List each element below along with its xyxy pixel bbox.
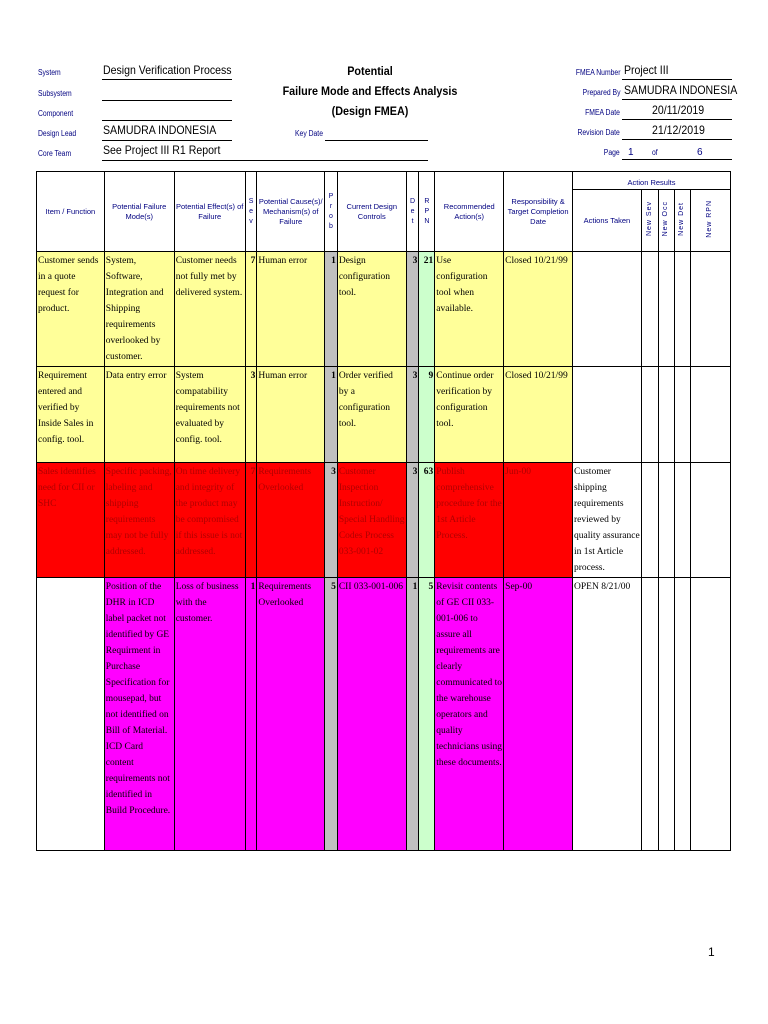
col-sev: S e v <box>245 172 257 252</box>
design-lead-label: Design Lead <box>38 129 77 138</box>
cell-actions-taken <box>573 252 642 367</box>
col-actions-taken: Actions Taken <box>573 190 642 252</box>
cell-failure-mode: Position of the DHR in ICD label packet not identified by GE Requirment in Purchase Specification for mousepad, but not identified on Bill of Material. ICD Card content requirements not identified in Build Procedure. <box>104 578 174 851</box>
cell-responsibility: Sep-00 <box>504 578 573 851</box>
col-action: Recommended Action(s) <box>435 172 504 252</box>
cell-rpn: 9 <box>419 367 435 463</box>
cell-cause: Human error <box>257 367 325 463</box>
cell-actions-taken <box>573 367 642 463</box>
col-new-det: New Det <box>674 190 690 252</box>
cell-det: 3 <box>406 463 419 578</box>
cell-prob: 5 <box>325 578 338 851</box>
cell-item: Requirement entered and verified by Inside Sales in config. tool. <box>37 367 105 463</box>
cell-sev: 1 <box>245 578 257 851</box>
prepared-by-value: SAMUDRA INDONESIA <box>624 83 738 97</box>
title-line1: Potential <box>347 64 393 78</box>
title-line3: (Design FMEA) <box>331 104 409 118</box>
cell-prob: 1 <box>325 367 338 463</box>
prepared-by-label: Prepared By <box>582 88 620 97</box>
cell-cause: Requirements Overlooked <box>257 578 325 851</box>
page-label: Page <box>604 148 620 157</box>
cell-action: Use configuration tool when available. <box>435 252 504 367</box>
col-new-occ: New Occ <box>658 190 674 252</box>
table-row <box>37 252 731 367</box>
title-line2: Failure Mode and Effects Analysis <box>282 84 458 98</box>
subsystem-label: Subsystem <box>38 89 72 98</box>
cell-responsibility: Closed 10/21/99 <box>504 252 573 367</box>
system-label: System <box>38 68 61 77</box>
of-label: of <box>652 148 658 157</box>
design-lead-value: SAMUDRA INDONESIA <box>103 123 217 137</box>
page-value: 1 <box>628 147 634 158</box>
fmea-number-label: FMEA Number <box>575 68 620 77</box>
cell-effects: System compatability requirements not evaluated by config. tool. <box>174 367 245 463</box>
table-row <box>37 578 731 851</box>
cell-det: 3 <box>406 252 419 367</box>
col-controls: Current Design Controls <box>337 172 406 252</box>
table-row <box>37 463 731 578</box>
cell-responsibility: Closed 10/21/99 <box>504 367 573 463</box>
cell-item <box>37 578 105 851</box>
cell-rpn: 21 <box>419 252 435 367</box>
fmea-date-label: FMEA Date <box>585 108 620 117</box>
cell-item: Sales identifies need for CII or SHC <box>37 463 105 578</box>
col-new-rpn: New RPN <box>690 190 730 252</box>
cell-effects: On time delivery and integrity of the product may be compromised if this issue is not addressed. <box>174 463 245 578</box>
core-team-value: See Project III R1 Report <box>103 143 221 157</box>
of-value: 6 <box>697 147 703 158</box>
table-row <box>37 367 731 463</box>
cell-controls: CII 033-001-006 <box>337 578 406 851</box>
cell-det: 1 <box>406 578 419 851</box>
cell-action: Publish comprehensive procedure for the 1st Article Process. <box>435 463 504 578</box>
page-footer-number: 1 <box>708 945 715 959</box>
cell-controls: Design configuration tool. <box>337 252 406 367</box>
cell-actions-taken: OPEN 8/21/00 <box>573 578 642 851</box>
col-cause: Potential Cause(s)/ Mechanism(s) of Failure <box>257 172 325 252</box>
col-failure-mode: Potential Failure Mode(s) <box>104 172 174 252</box>
col-new-sev: New Sev <box>641 190 658 252</box>
revision-date-value: 21/12/2019 <box>652 123 705 137</box>
cell-action: Revisit contents of GE CII 033-001-006 to assure all requirements are clearly communicated to the warehouse operators and quality technicians using these documents. <box>435 578 504 851</box>
cell-sev: 7 <box>245 252 257 367</box>
cell-sev: 7 <box>245 463 257 578</box>
fmea-number-value: Project III <box>624 63 669 77</box>
col-action-results: Action Results <box>573 172 731 190</box>
fmea-table <box>36 171 731 851</box>
cell-item: Customer sends in a quote request for product. <box>37 252 105 367</box>
cell-actions-taken: Customer shipping requirements reviewed by quality assurance in 1st Article process. <box>573 463 642 578</box>
cell-rpn: 63 <box>419 463 435 578</box>
col-prob: P r o b <box>325 172 338 252</box>
cell-cause: Human error <box>257 252 325 367</box>
cell-action: Continue order verification by configuration tool. <box>435 367 504 463</box>
col-det: D e t <box>406 172 419 252</box>
revision-date-label: Revision Date <box>577 128 620 137</box>
cell-failure-mode: System, Software, Integration and Shipping requirements overlooked by customer. <box>104 252 174 367</box>
core-team-label: Core Team <box>38 149 72 158</box>
cell-prob: 3 <box>325 463 338 578</box>
system-value: Design Verification Process <box>103 63 232 77</box>
fmea-date-value: 20/11/2019 <box>652 103 705 117</box>
col-item: Item / Function <box>37 172 105 252</box>
cell-effects: Customer needs not fully met by delivered system. <box>174 252 245 367</box>
cell-prob: 1 <box>325 252 338 367</box>
cell-cause: Requirements Overlooked <box>257 463 325 578</box>
component-label: Component <box>38 109 74 118</box>
col-responsibility: Responsibility & Target Completion Date <box>504 172 573 252</box>
cell-det: 3 <box>406 367 419 463</box>
cell-effects: Loss of business with the customer. <box>174 578 245 851</box>
cell-controls: Customer Inspection Instruction/ Special Handling Codes Process 033-001-02 <box>337 463 406 578</box>
col-effects: Potential Effect(s) of Failure <box>174 172 245 252</box>
cell-sev: 3 <box>245 367 257 463</box>
key-date-label: Key Date <box>295 129 323 138</box>
cell-rpn: 5 <box>419 578 435 851</box>
cell-failure-mode: Specific packing, labeling and shipping requirements may not be fully addressed. <box>104 463 174 578</box>
col-rpn: R P N <box>419 172 435 252</box>
cell-failure-mode: Data entry error <box>104 367 174 463</box>
cell-controls: Order verified by a configuration tool. <box>337 367 406 463</box>
cell-responsibility: Jun-00 <box>504 463 573 578</box>
